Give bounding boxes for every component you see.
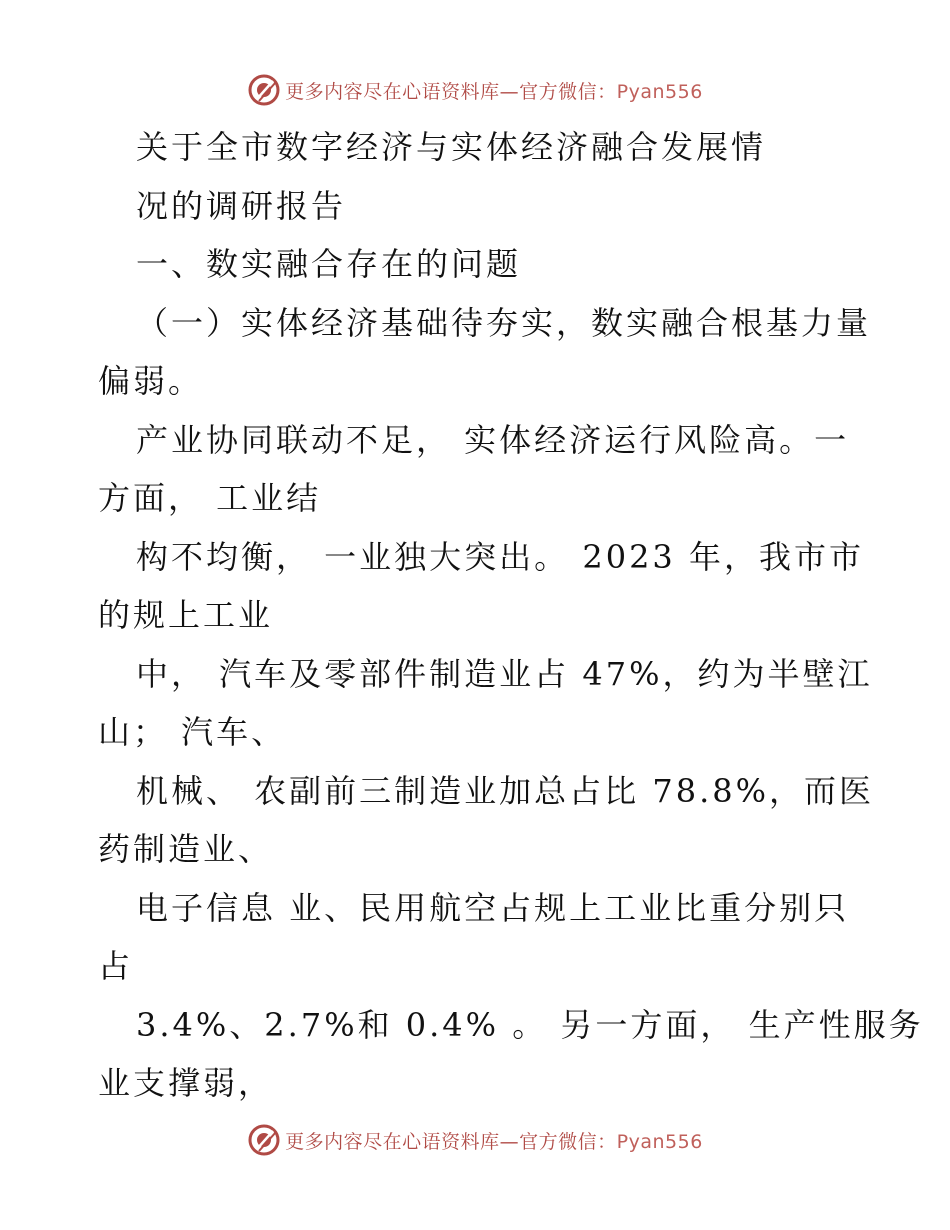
watermark-text: 更多内容尽在心语资料库—官方微信：Pyan556: [285, 1130, 703, 1153]
text-line: 关于全市数字经济与实体经济融合发展情: [136, 128, 767, 166]
text-line: 的规上工业: [98, 596, 274, 634]
text-line: 电子信息 业、民用航空占规上工业比重分别只: [136, 888, 850, 927]
brand-logo-icon: [247, 1123, 281, 1157]
text-line: 构不均衡， 一业独大突出。 2023 年，我市市: [136, 537, 864, 576]
text-line: 中， 汽车及零部件制造业占 47%，约为半壁江: [136, 654, 873, 693]
section-heading: 一、数实融合存在的问题: [136, 245, 522, 283]
subsection-heading: （一）实体经济基础待夯实，数实融合根基力量: [136, 303, 872, 342]
text-line: 况的调研报告: [136, 186, 347, 225]
brand-logo-icon: [247, 73, 281, 107]
text-line: 3.4%、2.7%和 0.4% 。 另一方面， 生产性服务: [136, 1005, 924, 1044]
document-body: [98, 118, 924, 1113]
watermark-text: 更多内容尽在心语资料库—官方微信：Pyan556: [285, 80, 703, 103]
text-line: 药制造业、: [98, 830, 274, 868]
text-line: 产业协同联动不足， 实体经济运行风险高。一: [136, 420, 850, 459]
watermark-footer: [0, 1122, 950, 1158]
text-line: 方面， 工业结: [98, 479, 322, 517]
watermark-header: [0, 72, 950, 108]
text-line: 业支撑弱，: [98, 1064, 274, 1102]
text-line: 占: [98, 947, 134, 985]
text-line: 偏弱。: [98, 362, 204, 400]
text-line: 山； 汽车、: [98, 713, 287, 751]
text-line: 机械、 农副前三制造业加总占比 78.8%，而医: [136, 771, 875, 810]
